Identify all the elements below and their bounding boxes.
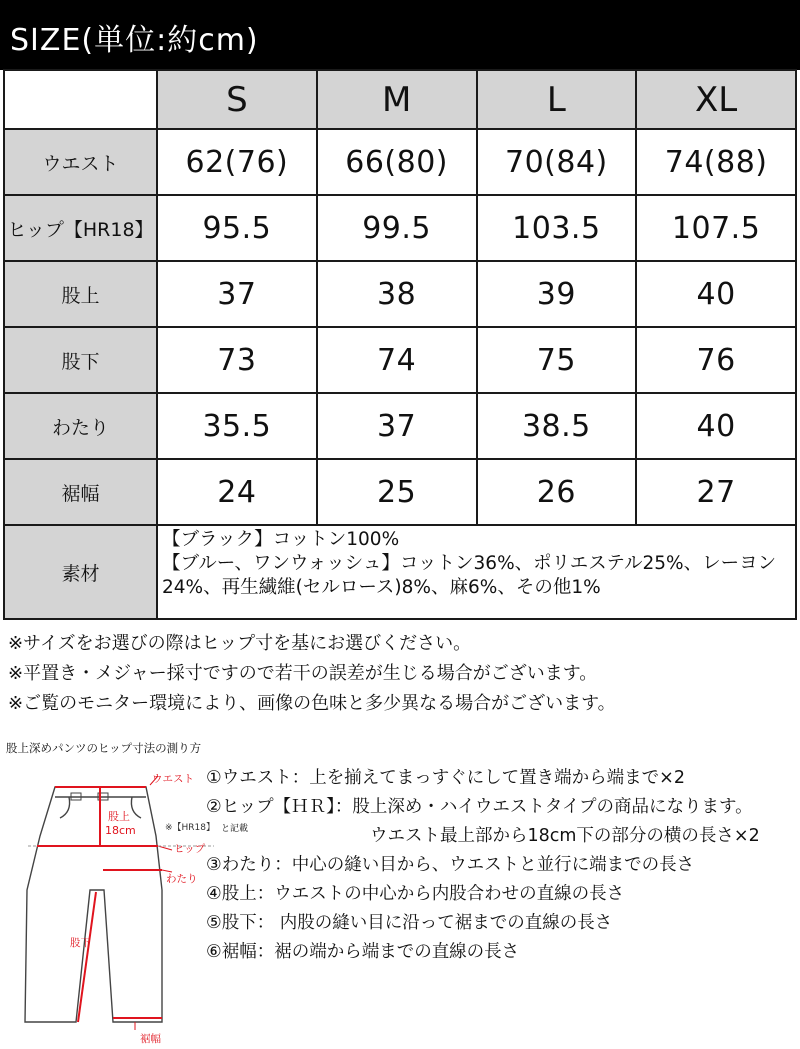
table-row bbox=[4, 195, 796, 261]
cell-value: 37 bbox=[157, 261, 317, 327]
cell-value: 74(88) bbox=[636, 129, 796, 195]
measurement-steps bbox=[206, 764, 796, 967]
inseam-line bbox=[78, 892, 96, 1022]
size-header-s: S bbox=[157, 70, 317, 129]
diagram-title: 股上深めパンツのヒップ寸法の測り方 bbox=[6, 741, 202, 755]
cell-value: 35.5 bbox=[157, 393, 317, 459]
cell-value: 27 bbox=[636, 459, 796, 525]
cell-value: 73 bbox=[157, 327, 317, 393]
step-line: ⑥裾幅：裾の端から端までの直線の長さ bbox=[206, 942, 520, 962]
size-header-l: L bbox=[477, 70, 637, 129]
cell-value: 24 bbox=[157, 459, 317, 525]
step-line: ③わたり：中心の縫い目から、ウエストと並行に端までの長さ bbox=[206, 855, 695, 875]
step-line: ①ウエスト：上を揃えてまっすぐにして置き端から端まで×2 bbox=[206, 768, 685, 788]
cell-value: 38.5 bbox=[477, 393, 637, 459]
label-rise-cm: 18cm bbox=[105, 824, 136, 837]
row-label-thigh: わたり bbox=[4, 393, 157, 459]
material-line: 【ブラック】コットン100% bbox=[162, 529, 400, 550]
note-line: ※サイズをお選びの際はヒップ寸を基にお選びください。 bbox=[8, 633, 472, 654]
note-line: ※ご覧のモニター環境により、画像の色味と多少異なる場合がございます。 bbox=[8, 693, 616, 714]
cell-value: 70(84) bbox=[477, 129, 637, 195]
step-line: ②ヒップ【ＨＲ】：股上深め・ハイウエストタイプの商品になります。 bbox=[206, 797, 753, 817]
table-corner bbox=[4, 70, 157, 129]
size-header-row bbox=[4, 70, 796, 129]
label-hem: 裾幅 bbox=[140, 1033, 161, 1045]
material-row bbox=[4, 525, 796, 619]
label-hip: ヒップ bbox=[174, 843, 206, 855]
material-line: 【ブルー、ワンウォッシュ】コットン36%、ポリエステル25%、レーヨン bbox=[162, 553, 777, 574]
label-waist: ウエスト bbox=[152, 773, 194, 785]
material-line: 24%、再生繊維(セルロース)8%、麻6%、その他1% bbox=[162, 577, 601, 598]
cell-value: 38 bbox=[317, 261, 477, 327]
cell-value: 66(80) bbox=[317, 129, 477, 195]
table-row bbox=[4, 261, 796, 327]
row-label-waist: ウエスト bbox=[4, 129, 157, 195]
cell-value: 74 bbox=[317, 327, 477, 393]
size-table bbox=[3, 69, 797, 620]
cell-value: 39 bbox=[477, 261, 637, 327]
cell-value: 95.5 bbox=[157, 195, 317, 261]
title-bar bbox=[0, 0, 800, 70]
row-label-inseam: 股下 bbox=[4, 327, 157, 393]
table-row bbox=[4, 129, 796, 195]
note-line: ※平置き・メジャー採寸ですので若干の誤差が生じる場合がございます。 bbox=[8, 663, 598, 684]
table-row bbox=[4, 327, 796, 393]
page-title: SIZE(単位:約cm) bbox=[10, 23, 259, 58]
row-label-rise: 股上 bbox=[4, 261, 157, 327]
pants-diagram bbox=[0, 760, 215, 1049]
label-thigh: わたり bbox=[166, 873, 198, 885]
cell-value: 62(76) bbox=[157, 129, 317, 195]
cell-value: 25 bbox=[317, 459, 477, 525]
row-label-hem: 裾幅 bbox=[4, 459, 157, 525]
cell-value: 99.5 bbox=[317, 195, 477, 261]
label-hr-note: ※【HR18】 bbox=[165, 823, 215, 833]
table-row bbox=[4, 459, 796, 525]
cell-value: 103.5 bbox=[477, 195, 637, 261]
notes bbox=[8, 629, 798, 719]
label-rise: 股上 bbox=[108, 810, 130, 823]
size-header-xl: XL bbox=[636, 70, 796, 129]
cell-value: 37 bbox=[317, 393, 477, 459]
step-line: ⑤股下： 内股の縫い目に沿って裾までの直線の長さ bbox=[206, 913, 613, 933]
cell-value: 75 bbox=[477, 327, 637, 393]
cell-value: 26 bbox=[477, 459, 637, 525]
step-line: ④股上：ウエストの中心から内股合わせの直線の長さ bbox=[206, 884, 625, 904]
cell-value: 76 bbox=[636, 327, 796, 393]
label-hr-note2: と記載 bbox=[221, 824, 249, 834]
cell-value: 40 bbox=[636, 261, 796, 327]
material-value bbox=[157, 525, 796, 619]
size-header-m: M bbox=[317, 70, 477, 129]
cell-value: 40 bbox=[636, 393, 796, 459]
row-label-hip: ヒップ【HR18】 bbox=[4, 195, 157, 261]
table-row bbox=[4, 393, 796, 459]
step-line: ウエスト最上部から18cm下の部分の横の長さ×2 bbox=[370, 826, 760, 846]
row-label-material: 素材 bbox=[4, 525, 157, 619]
label-inseam: 股下 bbox=[70, 937, 91, 949]
cell-value: 107.5 bbox=[636, 195, 796, 261]
